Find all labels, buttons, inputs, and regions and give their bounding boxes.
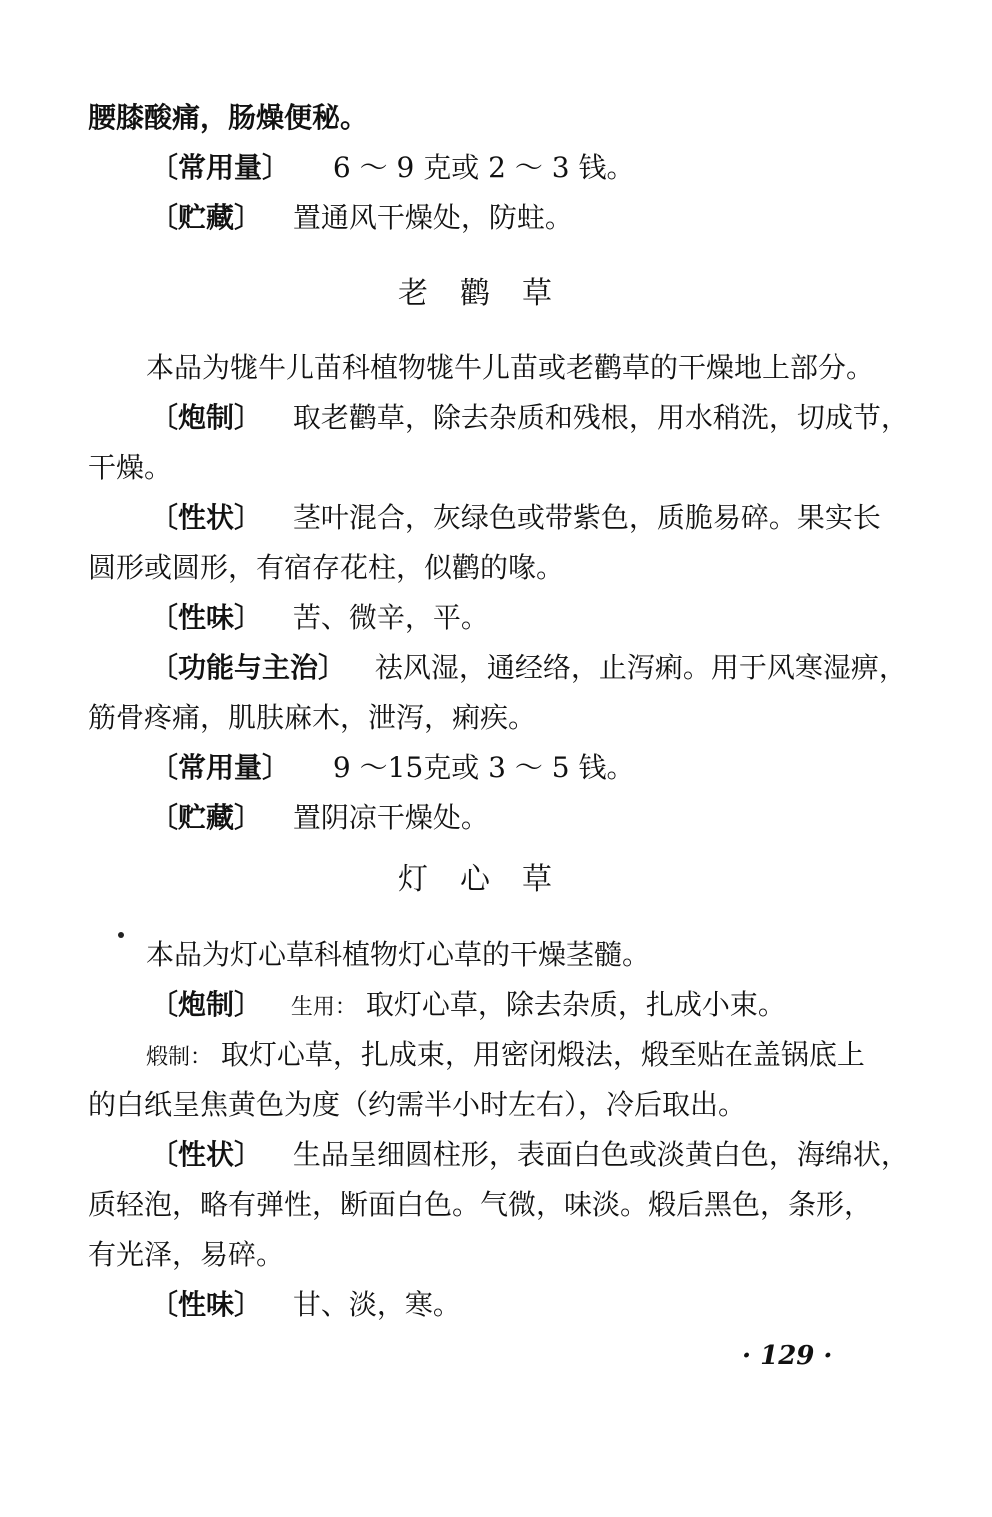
page-number: · 129 · <box>742 1341 833 1371</box>
entry2-calc-label: 煅制： <box>146 1045 213 1070</box>
entry2-properties-cont2: 有光泽，易碎。 <box>88 1238 285 1271</box>
entry2-calc-text1: 取灯心草，扎成束，用密闭煅法，煅至贴在盖锅底上 <box>220 1038 865 1071</box>
prev-dosage-text: 6 ～ 9 克或 2 ～ 3 钱。 <box>332 151 635 184</box>
prev-dosage-line <box>150 148 634 188</box>
entry2-intro: 本品为灯心草科植物灯心草的干燥茎髓。 <box>146 938 651 971</box>
entry1-storage-text: 置阴凉干燥处。 <box>292 801 489 834</box>
entry1-storage-line <box>150 798 489 838</box>
entry2-properties-label: 〔性状〕 <box>150 1138 263 1171</box>
entry1-dosage-text: 9 ～15克或 3 ～ 5 钱。 <box>332 751 635 784</box>
entry1-intro: 本品为牻牛儿苗科植物牻牛儿苗或老鹳草的干燥地上部分。 <box>146 351 875 384</box>
entry1-dosage-line <box>150 748 635 788</box>
entry1-processing-text1: 取老鹳草，除去杂质和残根，用水稍洗，切成节， <box>292 401 909 434</box>
prev-storage-label: 〔贮藏〕 <box>150 201 263 234</box>
entry1-processing-label: 〔炮制〕 <box>150 401 263 434</box>
entry1-function-label: 〔功能与主治〕 <box>150 651 347 684</box>
entry1-taste-label: 〔性味〕 <box>150 601 263 634</box>
entry2-taste-label: 〔性味〕 <box>150 1288 263 1321</box>
prev-dosage-label: 〔常用量〕 <box>150 151 291 184</box>
entry2-taste-text: 甘、淡，寒。 <box>292 1288 461 1321</box>
entry2-calc-cont: 的白纸呈焦黄色为度（约需半小时左右），冷后取出。 <box>88 1088 747 1121</box>
entry1-taste-line <box>150 598 489 638</box>
entry2-taste-line <box>150 1285 461 1325</box>
entry2-properties-line <box>150 1135 909 1175</box>
entry1-dosage-label: 〔常用量〕 <box>150 751 291 784</box>
entry2-calc-line <box>146 1035 865 1075</box>
entry1-properties-line <box>150 498 881 538</box>
print-speck <box>118 932 124 938</box>
entry2-title: 灯心草 <box>398 862 584 897</box>
prev-entry-continuation: 腰膝酸痛，肠燥便秘。 <box>88 101 369 134</box>
entry2-properties-text1: 生品呈细圆柱形，表面白色或淡黄白色，海绵状， <box>292 1138 909 1171</box>
entry1-title: 老鹳草 <box>398 276 584 311</box>
entry2-raw-label: 生用： <box>290 995 357 1020</box>
entry1-storage-label: 〔贮藏〕 <box>150 801 263 834</box>
entry1-properties-cont: 圆形或圆形，有宿存花柱，似鹳的喙。 <box>88 551 565 584</box>
entry1-processing-cont: 干燥。 <box>88 451 173 484</box>
entry1-taste-text: 苦、微辛，平。 <box>292 601 489 634</box>
entry1-function-cont: 筋骨疼痛，肌肤麻木，泄泻，痢疾。 <box>88 701 537 734</box>
entry1-properties-label: 〔性状〕 <box>150 501 263 534</box>
entry2-processing-line <box>150 985 786 1025</box>
entry1-processing-line <box>150 398 909 438</box>
prev-storage-line <box>150 198 573 238</box>
entry2-raw-text: 取灯心草，除去杂质，扎成小束。 <box>365 988 786 1021</box>
prev-storage-text: 置通风干燥处，防蛀。 <box>292 201 573 234</box>
entry1-properties-text1: 茎叶混合，灰绿色或带紫色，质脆易碎。果实长 <box>292 501 881 534</box>
entry1-function-text1: 祛风湿，通经络，止泻痢。用于风寒湿痹， <box>374 651 907 684</box>
entry2-processing-label: 〔炮制〕 <box>150 988 263 1021</box>
entry1-function-line <box>150 648 907 688</box>
entry2-properties-cont1: 质轻泡，略有弹性，断面白色。气微，味淡。煅后黑色，条形， <box>88 1188 873 1221</box>
